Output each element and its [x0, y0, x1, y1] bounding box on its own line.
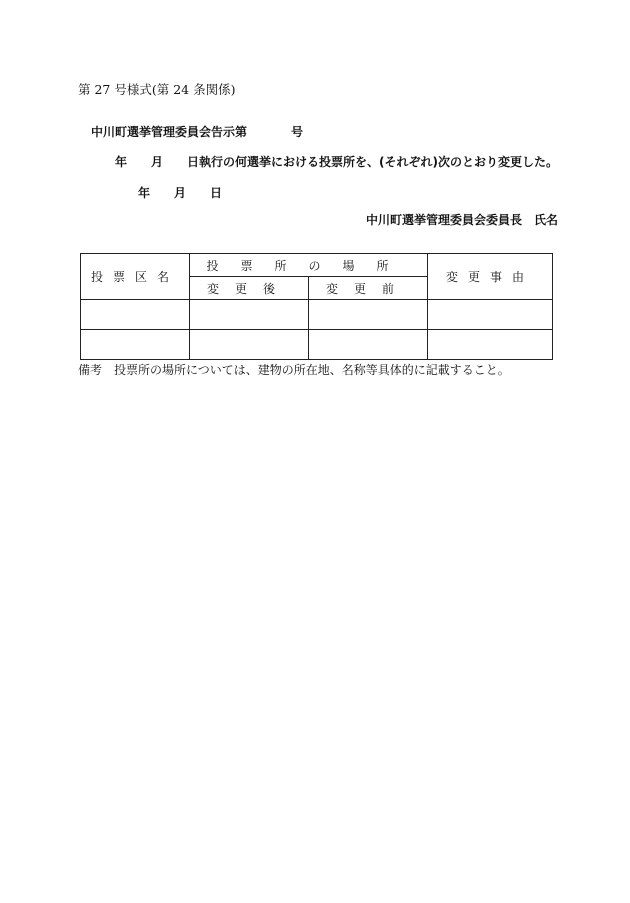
polling-place-change-table — [80, 253, 553, 360]
remarks-label: 備考 — [78, 363, 103, 377]
form-number: 第 27 号様式(第 24 条関係) — [78, 82, 236, 97]
date-month: 月 — [174, 186, 187, 200]
sentence-rest: 日執行の何選挙における投票所を、(それぞれ)次のとおり変更した。 — [187, 155, 559, 169]
notice-prefix: 中川町選挙管理委員会告示第 — [91, 125, 248, 139]
cell-reason[interactable] — [428, 300, 553, 330]
remarks-text: 投票所の場所については、建物の所在地、名称等具体的に記載すること。 — [114, 363, 510, 377]
cell-district[interactable] — [81, 300, 190, 330]
notice-number-line — [91, 123, 303, 140]
table-row — [81, 300, 553, 330]
date-year: 年 — [138, 186, 151, 200]
notice-suffix: 号 — [291, 125, 304, 139]
signature-title: 中川町選挙管理委員会委員長 — [365, 213, 522, 227]
header-before: 変更前 — [309, 277, 428, 300]
cell-reason[interactable] — [428, 330, 553, 360]
cell-after[interactable] — [190, 300, 309, 330]
change-statement — [115, 153, 558, 170]
header-location: 投票所の場所 — [190, 254, 428, 277]
cell-before[interactable] — [309, 300, 428, 330]
sentence-month: 月 — [151, 155, 164, 169]
signature-name: 氏名 — [533, 213, 558, 227]
table-row — [81, 330, 553, 360]
header-district: 投票区名 — [81, 254, 190, 300]
remarks — [78, 361, 510, 378]
cell-before[interactable] — [309, 330, 428, 360]
signature-line — [366, 211, 558, 228]
cell-district[interactable] — [81, 330, 190, 360]
cell-after[interactable] — [190, 330, 309, 360]
date-line — [138, 184, 222, 201]
date-day: 日 — [210, 186, 223, 200]
header-reason: 変更事由 — [428, 254, 553, 300]
sentence-year: 年 — [115, 155, 128, 169]
table-header-row — [81, 254, 553, 277]
header-after: 変更後 — [190, 277, 309, 300]
